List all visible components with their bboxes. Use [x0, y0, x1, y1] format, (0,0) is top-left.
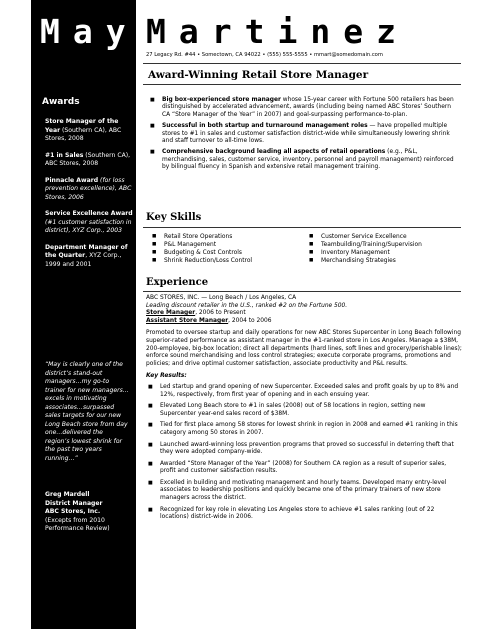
- result-item: ■ Launched award-winning loss prevention programs that proved so successful in deterring theft that they were adopted company-wide.: [146, 442, 462, 457]
- skill-item: ■ Merchandising Strategies: [309, 257, 469, 265]
- first-name: May: [40, 12, 139, 51]
- skill-item: ■ Retail Store Operations: [152, 233, 309, 241]
- summary-text: whose 15-year career with Fortune 500 retailers has been distinguished by accelerated advancement, awards (including being named ABC Stores’ Southern CA “Store Manager of the Year” in 2007) and goal-surpassing performance-to-plan.: [162, 97, 454, 118]
- company-line: ABC STORES, INC. — Long Beach / Los Angeles, CA: [146, 295, 297, 301]
- result-item: ■ Awarded “Store Manager of the Year” (2008) for Southern CA region as a result of superior sales, profit and customer satisfaction results.: [146, 461, 462, 476]
- role-dates: , 2006 to Present: [195, 310, 246, 317]
- testimonial-attribution: [45, 491, 131, 534]
- award-item: [45, 177, 133, 203]
- quote-company: ABC Stores, Inc.: [45, 508, 101, 515]
- headline-title: Award-Winning Retail Store Manager: [148, 69, 369, 81]
- awards-heading: Awards: [42, 97, 80, 107]
- award-title: Service Excellence Award: [45, 210, 133, 217]
- result-item: ■ Tied for first place among 58 stores for lowest shrink in region in 2008 and earned #1 ranking in this category among 50 stores in 2007.: [146, 422, 462, 437]
- role-line: [146, 310, 462, 318]
- skills-divider: [143, 227, 461, 228]
- award-item: [45, 152, 133, 169]
- header-divider: [143, 63, 461, 64]
- role-title: Store Manager: [146, 310, 196, 317]
- skill-item: ■ Customer Service Excellence: [309, 233, 469, 241]
- skills-heading: Key Skills: [146, 212, 202, 223]
- award-detail: (for loss prevention excellence), ABC Stores, 2006: [45, 176, 132, 201]
- award-item: [45, 210, 133, 236]
- sidebar-panel: [31, 0, 136, 629]
- results-list: [146, 384, 462, 522]
- result-item: ■ Led startup and grand opening of new Supercenter. Exceeded sales and profit goals by up to 8% and 12%, respectively, from first year of opening and in each ensuing year.: [146, 384, 462, 399]
- award-title: Pinnacle Award: [45, 176, 99, 184]
- skills-grid: [152, 233, 472, 265]
- summary-text: (e.g., P&L, merchandising, sales, customer service, inventory, personnel and payroll management) reinforced by bilingual fluency in Spanish and extensive retail management training.: [162, 149, 454, 171]
- award-item: [45, 118, 133, 144]
- testimonial-quote: “May is clearly one of the district’s stand-out managers…my go-to trainer for new managers…excels in motivating associates…surpassed sales targets for our new Long Beach store from day one…delivered the region’s lowest shrink for the past two years running…”: [45, 361, 129, 462]
- result-item: ■ Recognized for key role in elevating Los Angeles store to achieve #1 sales ranking (out of 22 locations) district-wide in 2006.: [146, 507, 462, 522]
- title-divider: [143, 84, 461, 85]
- summary-lead: Successful in both startup and turnaround management roles: [162, 123, 368, 130]
- award-title: Department Manager of the Quarter: [45, 243, 128, 259]
- skill-item: ■ Shrink Reduction/Loss Control: [152, 257, 309, 265]
- result-item: ■ Elevated Long Beach store to #1 in sales (2008) out of 58 locations in region, setting new Supercenter year-end sales record of $38M.: [146, 403, 462, 418]
- last-name: Martinez: [146, 12, 409, 51]
- award-title: #1 in Sales: [45, 151, 84, 159]
- summary-item: [148, 149, 460, 171]
- results-heading: Key Results:: [146, 373, 187, 380]
- skill-item: ■ P&L Management: [152, 241, 309, 249]
- summary-lead: Comprehensive background leading all aspects of retail operations: [162, 149, 386, 156]
- award-item: [45, 244, 133, 270]
- quote-name: Greg Mardell: [45, 491, 90, 498]
- skill-item: ■ Budgeting & Cost Controls: [152, 249, 309, 257]
- summary-item: [148, 97, 460, 119]
- role-line: [146, 318, 462, 326]
- experience-section: [146, 295, 462, 526]
- experience-heading: Experience: [146, 277, 209, 288]
- role-description: Promoted to oversee startup and daily operations for new ABC Stores Supercenter in Long Beach following superior-rated performance as assistant manager in the #1-ranked store in Los Angeles. Manage a $38M, 200-employee, big-box location; direct all departments (hard lines, soft lines and grocery/perishable lines); enforce sound merchandising and loss control strategies; execute corporate programs, promotions and policies; and drive optimal customer satisfaction, associate productivity and P&L results.: [146, 330, 462, 367]
- quote-role: District Manager: [45, 499, 103, 507]
- award-detail: , XYZ Corp., 1999 and 2001: [45, 252, 122, 268]
- skill-item: ■ Inventory Management: [309, 249, 469, 257]
- result-item: ■ Excelled in building and motivating management and hourly teams. Developed many entry-level associates to leadership positions and quickly became one of the primary trainers of new store managers across the district.: [146, 480, 462, 503]
- experience-divider: [143, 291, 461, 292]
- award-detail: (Southern CA), ABC Stores, 2008: [45, 126, 122, 142]
- quote-source: (Excepts from 2010 Performance Review): [45, 516, 110, 532]
- contact-line: 27 Legacy Rd. #44 • Somectown, CA 94022 • (555) 555-5555 • mmart@somedomain.com: [146, 52, 383, 58]
- award-title: Store Manager of the Year: [45, 118, 119, 134]
- award-detail: (#1 customer satisfaction in district), XYZ Corp., 2003: [45, 218, 132, 234]
- award-detail: (Southern CA), ABC Stores, 2008: [45, 151, 131, 167]
- role-title: Assistant Store Manager: [146, 317, 229, 324]
- company-description: Leading discount retailer in the U.S., ranked #2 on the Fortune 500.: [146, 302, 348, 309]
- role-dates: , 2004 to 2006: [228, 317, 272, 324]
- skill-item: ■ Teambuilding/Training/Supervision: [309, 241, 469, 249]
- summary-text: — have propelled multiple stores to #1 in sales and customer satisfaction district-wide while simultaneously lowering shrink and staff turnover to all-time lows.: [162, 123, 450, 145]
- summary-lead: Big box-experienced store manager: [162, 97, 281, 103]
- summary-item: [148, 123, 460, 145]
- summary-list: [148, 97, 460, 176]
- awards-list: [45, 118, 133, 277]
